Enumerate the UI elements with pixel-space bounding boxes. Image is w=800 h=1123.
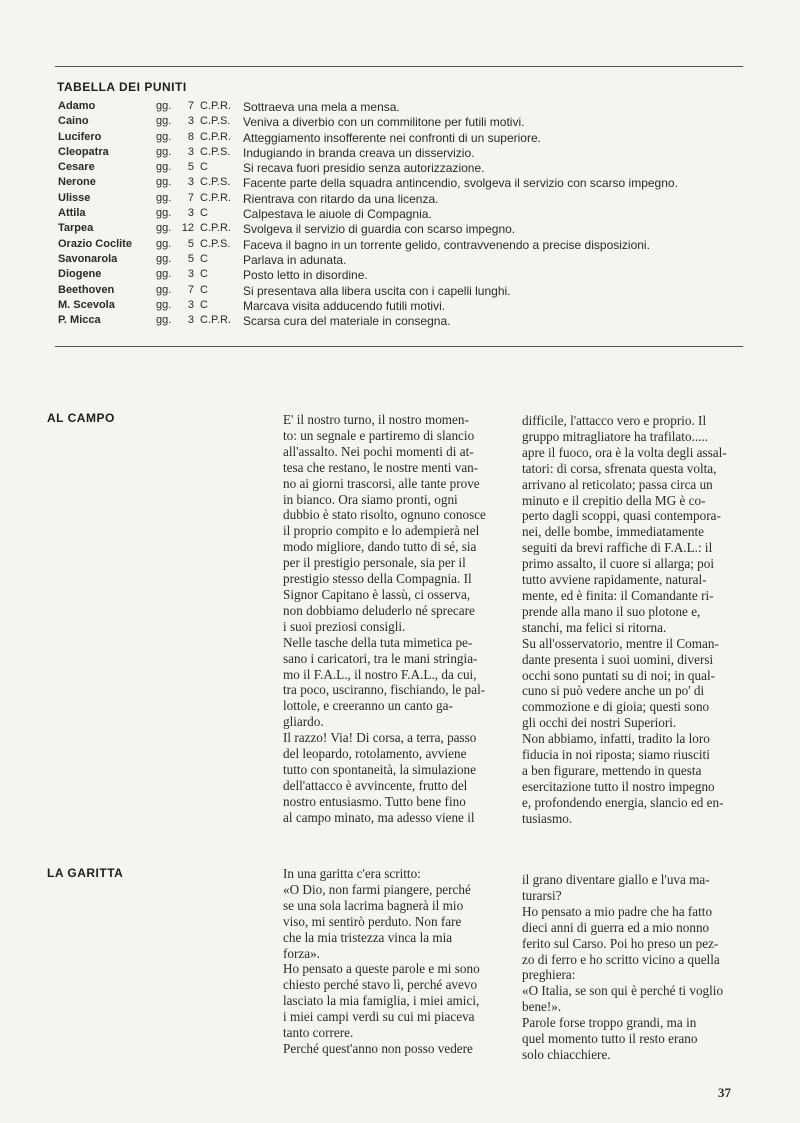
table-row	[58, 268, 758, 283]
text-line: tesa che restano, le nostre menti van-	[283, 459, 479, 475]
text-line: i miei campi verdi su cui mi piaceva	[283, 1009, 475, 1025]
name-cell: Ulisse	[58, 191, 91, 204]
name-cell: Diogene	[58, 268, 102, 281]
name-cell: Lucifero	[58, 130, 102, 143]
reason-cell: Si presentava alla libera uscita con i capelli lunghi.	[243, 283, 511, 298]
unit-cell: gg.	[156, 161, 172, 174]
reason-cell: Indugiando in branda creava un disservizio.	[243, 145, 475, 160]
code-cell: C.P.S.	[200, 176, 231, 189]
text-line: prestigio stesso della Compagnia. Il	[283, 571, 472, 587]
la-garitta-right-column	[522, 872, 744, 1063]
top-rule	[55, 66, 743, 67]
text-line: «O Italia, se son qui è perché ti voglio	[522, 983, 724, 999]
name-cell: P. Micca	[58, 314, 101, 327]
text-line: il grano diventare giallo e l'uva ma-	[522, 872, 710, 887]
days-cell: 3	[187, 314, 194, 327]
text-line: tra poco, usciranno, fischiando, le pal-	[283, 682, 486, 698]
unit-cell: gg.	[156, 130, 172, 143]
text-line: esercitazione tutto il nostro impegno	[522, 778, 715, 794]
name-cell: Cesare	[58, 161, 95, 174]
text-line: ferito sul Carso. Poi ho preso un pez-	[522, 935, 719, 951]
reason-cell: Calpestava le aiuole di Compagnia.	[243, 207, 432, 222]
text-line: fiducia in noi riposta; siamo riusciti	[522, 747, 710, 763]
unit-cell: gg.	[156, 222, 172, 235]
text-line: il proprio compito e lo adempierà nel	[283, 523, 480, 539]
table-row	[58, 253, 758, 268]
text-line: bene!».	[522, 999, 562, 1015]
text-line: se una sola lacrima bagnerà il mio	[283, 897, 464, 913]
name-cell: Beethoven	[58, 283, 115, 296]
text-line: prende alla mano il suo plotone e,	[522, 603, 701, 619]
text-line: nei, delle bombe, immediatamente	[522, 524, 704, 540]
text-line: Signor Capitano è lassù, ci osserva,	[283, 586, 471, 602]
table-row	[58, 146, 758, 161]
text-line: to: un segnale e partiremo di slancio	[283, 427, 475, 443]
text-line: mo il F.A.L., il nostro F.A.L., da cui,	[283, 666, 477, 682]
text-line: Perché quest'anno non posso vedere	[283, 1040, 473, 1056]
text-line: tatori: di corsa, sfrenata questa volta,	[522, 460, 717, 476]
unit-cell: gg.	[156, 237, 172, 250]
text-line: per il prestigio personale, sia per il	[283, 555, 466, 571]
table-row	[58, 100, 758, 115]
days-cell: 5	[187, 161, 194, 174]
text-line: «O Dio, non farmi piangere, perché	[283, 881, 471, 897]
days-cell: 3	[187, 145, 194, 158]
text-line: arrivano al reticolato; passa circa un	[522, 476, 713, 492]
text-line: seguiti da brevi raffiche di F.A.L.: il	[522, 540, 713, 556]
unit-cell: gg.	[156, 252, 172, 265]
text-line: solo chiacchiere.	[522, 1046, 611, 1062]
text-line: no ai giorni trascorsi, alle tante prove	[283, 475, 480, 491]
unit-cell: gg.	[156, 115, 172, 128]
code-cell: C	[200, 207, 208, 220]
reason-cell: Faceva il bagno in un torrente gelido, contravvenendo a precise disposizioni.	[243, 237, 650, 252]
text-line: al campo minato, ma adesso viene il	[283, 809, 475, 825]
table-row	[58, 222, 758, 237]
reason-cell: Svolgeva il servizio di guardia con scarso impegno.	[243, 222, 516, 237]
code-cell: C	[200, 161, 208, 174]
text-line: tanto correre.	[283, 1025, 354, 1041]
text-line: Su all'osservatorio, mentre il Coman-	[522, 635, 719, 651]
text-line: tutto avviene rapidamente, natural-	[522, 572, 707, 588]
text-line: minuto e il crepitio della MG è co-	[522, 492, 706, 508]
text-line: turarsi?	[522, 887, 562, 903]
days-cell: 3	[187, 115, 194, 128]
text-line: forza».	[283, 945, 320, 961]
table-row	[58, 284, 758, 299]
days-cell: 7	[187, 191, 194, 204]
unit-cell: gg.	[156, 314, 172, 327]
text-line: Parole forse troppo grandi, ma in	[522, 1015, 697, 1031]
text-line: E' il nostro turno, il nostro momen-	[283, 412, 469, 427]
reason-cell: Marcava visita adducendo futili motivi.	[243, 298, 446, 313]
reason-cell: Posto letto in disordine.	[243, 268, 368, 283]
days-cell: 7	[187, 100, 194, 112]
table-row	[58, 115, 758, 130]
unit-cell: gg.	[156, 100, 172, 112]
table-row	[58, 299, 758, 314]
table-row	[58, 192, 758, 207]
text-line: lasciato la mia famiglia, i miei amici,	[283, 993, 480, 1009]
text-line: mente, ed è finita: il Comandante ri-	[522, 587, 714, 603]
text-line: quel momento tutto il resto erano	[522, 1031, 698, 1047]
code-cell: C.P.R.	[200, 130, 231, 143]
unit-cell: gg.	[156, 191, 172, 204]
text-line: cuno si può vedere anche un po' di	[522, 683, 705, 699]
unit-cell: gg.	[156, 207, 172, 220]
name-cell: Caino	[58, 115, 89, 128]
unit-cell: gg.	[156, 298, 172, 311]
text-line: primo assalto, il cuore si allarga; poi	[522, 556, 715, 572]
text-line: dell'attacco è avvincente, frutto del	[283, 777, 468, 793]
name-cell: Cleopatra	[58, 145, 109, 158]
table-row	[58, 161, 758, 176]
text-line: preghiera:	[522, 967, 576, 983]
text-line: gruppo mitragliatore ha trafilato.....	[522, 428, 709, 444]
text-line: dubbio è stato risolto, ognuno conosce	[283, 507, 486, 523]
punished-table	[58, 100, 758, 329]
text-line: non dobbiamo deluderlo né sprecare	[283, 602, 475, 618]
text-line: dieci anni di guerra ed a mio nonno	[522, 919, 710, 935]
name-cell: Tarpea	[58, 222, 94, 235]
table-row	[58, 176, 758, 191]
al-campo-right-column	[522, 413, 744, 827]
text-line: all'assalto. Nei pochi momenti di at-	[283, 443, 474, 459]
days-cell: 3	[187, 298, 194, 311]
page-number: 37	[718, 1085, 731, 1100]
text-line: modo migliore, dando tutto di sé, sia	[283, 539, 477, 555]
text-line: Il razzo! Via! Di corsa, a terra, passo	[283, 730, 477, 746]
text-line: in bianco. Ora siamo pronti, ogni	[283, 491, 458, 507]
text-line: lottole, e creeranno un canto ga-	[283, 698, 453, 714]
text-line: Ho pensato a queste parole e mi sono	[283, 961, 480, 977]
punished-table-title: TABELLA DEI PUNITI	[57, 80, 187, 94]
days-cell: 3	[187, 176, 194, 189]
name-cell: Adamo	[58, 100, 96, 112]
al-campo-title: AL CAMPO	[47, 411, 115, 425]
text-line: zo di ferro e ho scritto vicino a quella	[522, 951, 720, 967]
days-cell: 5	[187, 252, 194, 265]
text-line: viso, mi sentirò perduto. Non fare	[283, 913, 462, 929]
name-cell: Orazio Coclite	[58, 237, 132, 250]
text-line: Ho pensato a mio padre che ha fatto	[522, 903, 713, 919]
name-cell: Nerone	[58, 176, 96, 189]
code-cell: C.P.S.	[200, 145, 231, 158]
text-line: sano i caricatori, tra le mani stringia-	[283, 650, 478, 666]
text-line: tusiasmo.	[522, 810, 573, 826]
code-cell: C.P.R.	[200, 314, 231, 327]
days-cell: 7	[187, 283, 194, 296]
days-cell: 8	[187, 130, 194, 143]
text-line: tutto con spontaneità, la simulazione	[283, 761, 477, 777]
code-cell: C.P.S.	[200, 237, 231, 250]
reason-cell: Veniva a diverbio con un commilitone per futili motivi.	[243, 115, 525, 130]
reason-cell: Facente parte della squadra antincendio, svolgeva il servizio con scarso impegno.	[243, 176, 678, 191]
text-line: commozione e di gioia; questi sono	[522, 699, 710, 715]
unit-cell: gg.	[156, 283, 172, 296]
table-bottom-rule	[55, 346, 743, 347]
code-cell: C.P.R.	[200, 191, 231, 204]
text-line: nostro entusiasmo. Tutto bene fino	[283, 793, 466, 809]
text-line: i suoi preziosi consigli.	[283, 618, 406, 634]
code-cell: C	[200, 252, 208, 265]
text-line: del leopardo, rotolamento, avviene	[283, 746, 467, 762]
reason-cell: Parlava in adunata.	[243, 252, 347, 267]
text-line: In una garitta c'era scritto:	[283, 866, 421, 881]
table-row	[58, 314, 758, 329]
reason-cell: Scarsa cura del materiale in consegna.	[243, 314, 451, 329]
text-line: Non abbiamo, infatti, tradito la loro	[522, 731, 710, 747]
name-cell: M. Scevola	[58, 298, 115, 311]
text-line: stanchi, ma felici si ritorna.	[522, 619, 667, 635]
unit-cell: gg.	[156, 268, 172, 281]
table-row	[58, 238, 758, 253]
text-line: difficile, l'attacco vero e proprio. Il	[522, 413, 707, 428]
reason-cell: Sottraeva una mela a mensa.	[243, 100, 400, 114]
table-row	[58, 207, 758, 222]
text-line: Nelle tasche della tuta mimetica pe-	[283, 634, 473, 650]
table-row	[58, 131, 758, 146]
unit-cell: gg.	[156, 176, 172, 189]
text-line: occhi sono puntati su di noi; in qual-	[522, 667, 716, 683]
days-cell: 3	[187, 207, 194, 220]
days-cell: 3	[187, 268, 194, 281]
text-line: e, profondendo energia, slancio ed en-	[522, 794, 724, 810]
text-line: gliardo.	[283, 714, 324, 730]
reason-cell: Rientrava con ritardo da una licenza.	[243, 191, 439, 206]
code-cell: C	[200, 268, 208, 281]
name-cell: Attila	[58, 207, 86, 220]
name-cell: Savonarola	[58, 252, 118, 265]
code-cell: C.P.S.	[200, 115, 231, 128]
text-line: apre il fuoco, ora è la volta degli assal-	[522, 444, 727, 460]
la-garitta-title: LA GARITTA	[47, 866, 124, 880]
code-cell: C.P.R.	[200, 222, 231, 235]
code-cell: C	[200, 283, 208, 296]
text-line: a ben figurare, mettendo in questa	[522, 762, 702, 778]
unit-cell: gg.	[156, 145, 172, 158]
code-cell: C.P.R.	[200, 100, 231, 112]
al-campo-left-column	[283, 412, 503, 826]
reason-cell: Si recava fuori presidio senza autorizzazione.	[243, 161, 485, 176]
text-line: che la mia tristezza vinca la mia	[283, 929, 453, 945]
days-cell: 12	[181, 222, 194, 235]
days-cell: 5	[187, 237, 194, 250]
reason-cell: Atteggiamento insofferente nei confronti di un superiore.	[243, 130, 541, 145]
text-line: dante presenta i suoi uomini, diversi	[522, 651, 714, 667]
text-line: perto dagli scoppi, quasi contempora-	[522, 508, 721, 524]
text-line: gli occhi dei nostri Superiori.	[522, 715, 677, 731]
code-cell: C	[200, 298, 208, 311]
text-line: chiesto perché stavo lì, perché avevo	[283, 977, 478, 993]
la-garitta-left-column	[283, 866, 503, 1057]
